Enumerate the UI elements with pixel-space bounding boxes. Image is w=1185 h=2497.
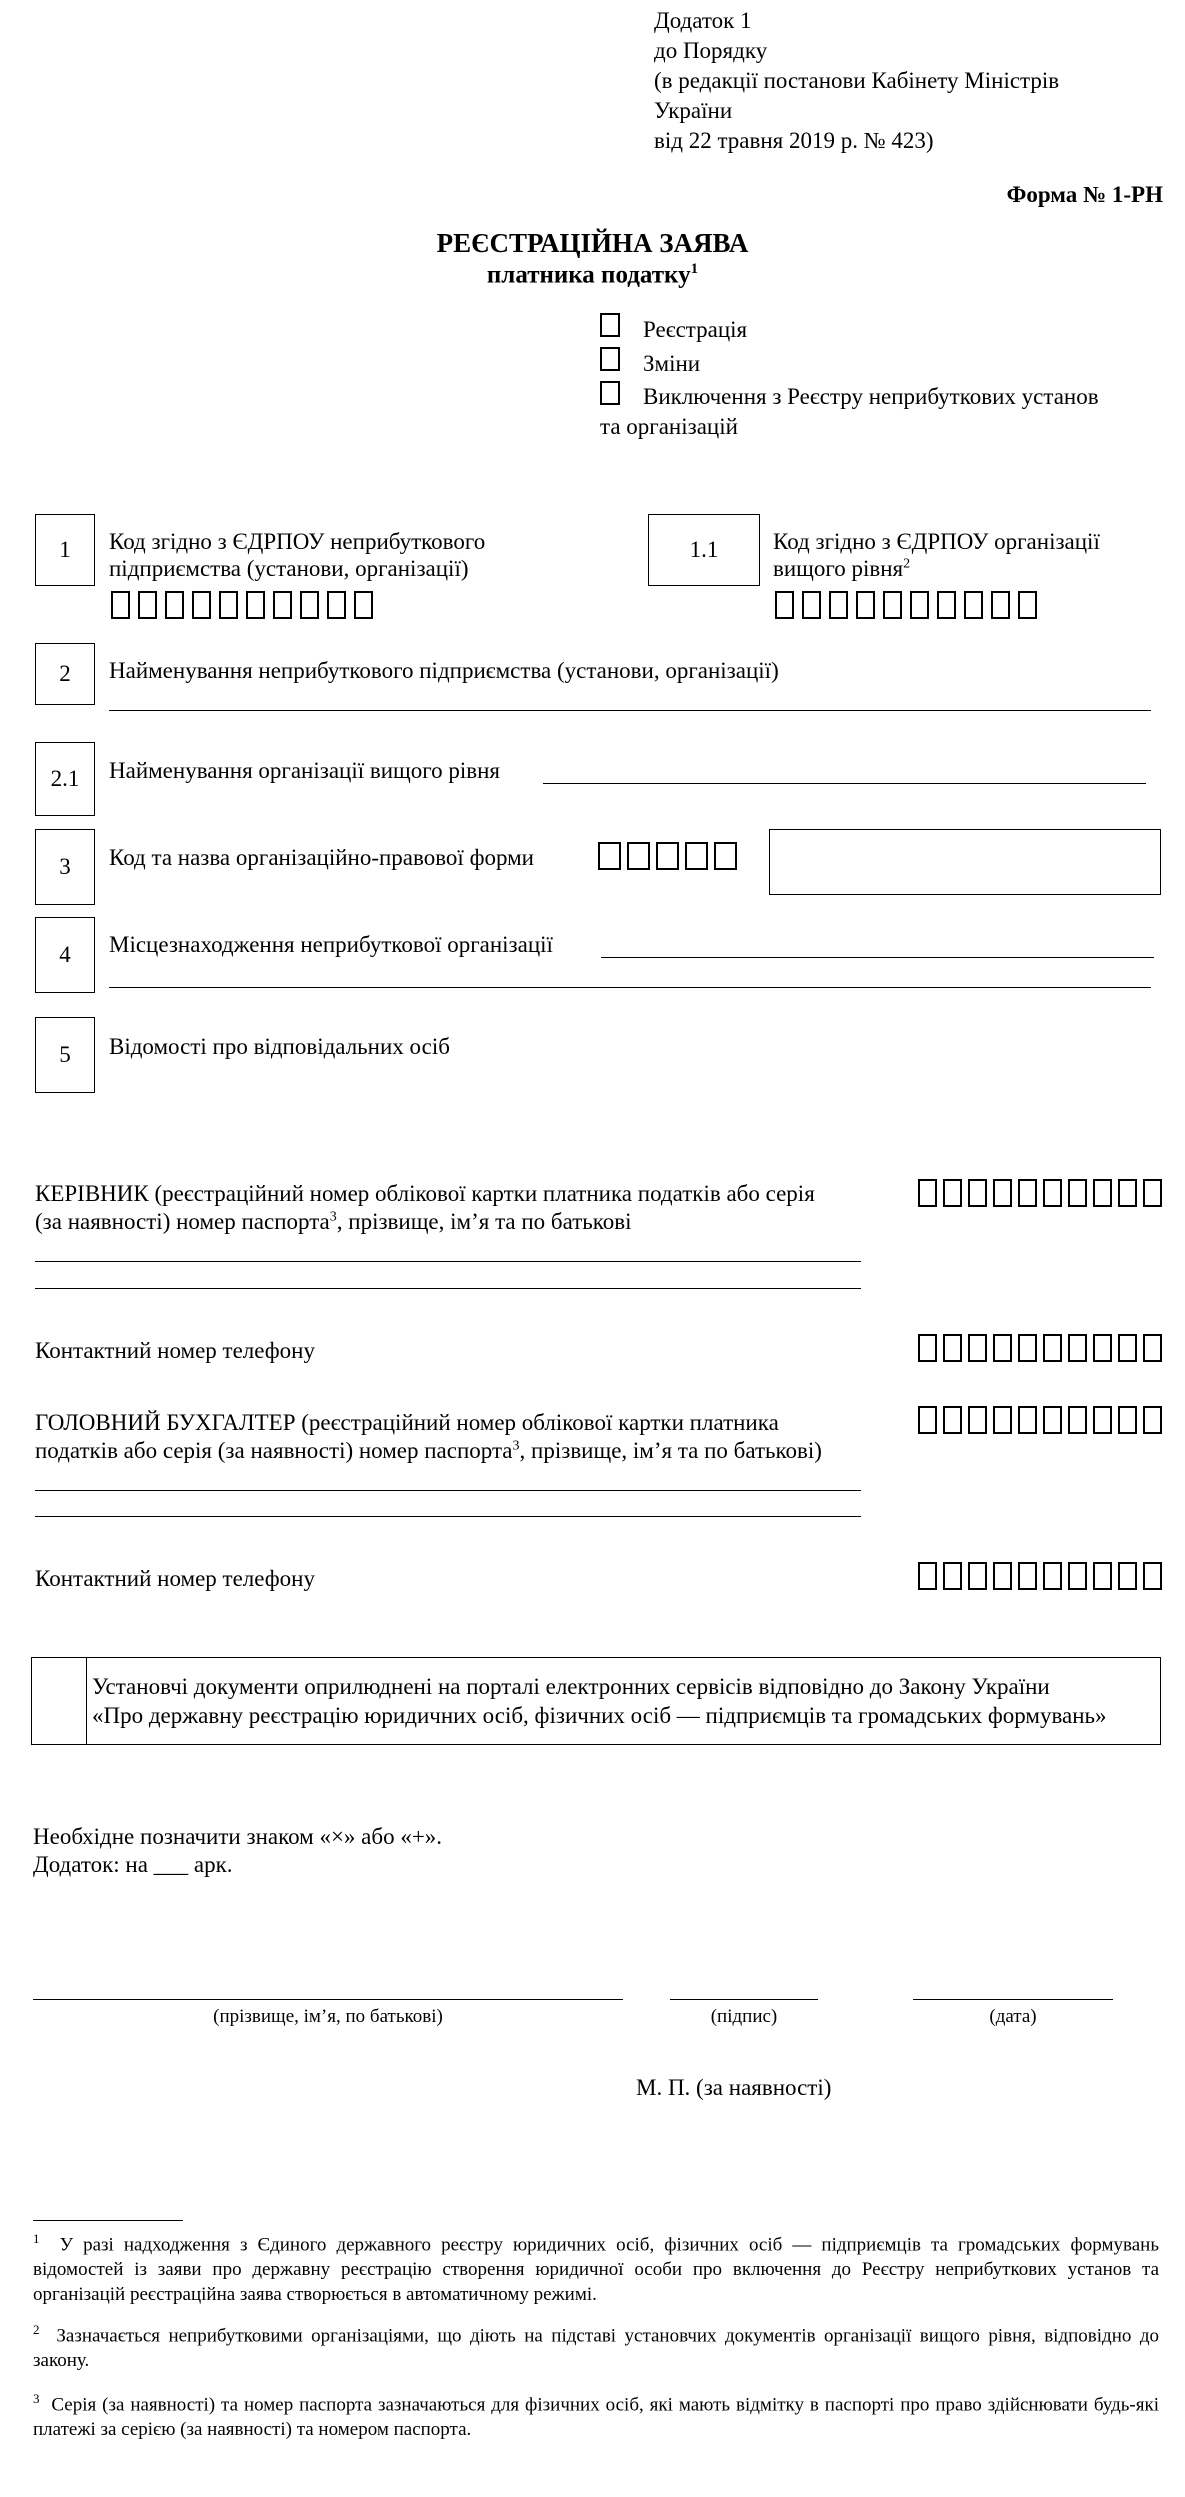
form-number: Форма № 1-РН [1006,182,1163,207]
accountant-label: ГОЛОВНИЙ БУХГАЛТЕР (реєстраційний номер облікової картки платника [35,1410,779,1435]
header-line: України [654,98,733,123]
footnote-1: $^1$ У разі надходження з Єдиного державного реєстру юридичних осіб, фізичних осіб — підприємців та громадських формувань відомостей із заяви про державну реєстрацію створення юридичної особи про включення до Реєстру неприбуткових установ та організацій реєстраційна заява створюється в автоматичному режимі. [33,2231,1160,2306]
registration-checkbox[interactable] [600,313,620,337]
manager-phone-label: Контактний номер телефону [35,1338,315,1363]
field-2-1-number: 2.1 [35,742,95,816]
field-1-1-label: Код згідно з ЄДРПОУ організації [773,529,1100,554]
location-line-2[interactable] [109,987,1151,988]
date-line[interactable] [913,1999,1113,2000]
legal-form-code-cells[interactable] [598,842,743,870]
order-annex-header [654,6,1174,156]
field-2-number: 2 [35,643,95,705]
manager-label-cont: (за наявності) номер паспорта$^3$, прізвище, ім’я та по батькові [35,1209,632,1234]
manager-id-cells[interactable] [918,1179,1168,1207]
header-line: (в редакції постанови Кабінету Міністрів [654,68,1060,93]
accountant-phone-cells[interactable] [918,1562,1168,1590]
header-line: до Порядку [654,38,768,63]
field-2-1-label: Найменування організації вищого рівня [109,758,501,783]
manager-name-line-1[interactable] [35,1261,861,1262]
documents-text-cont: «Про державну реєстрацію юридичних осіб, фізичних осіб — підприємців та громадських формувань» [92,1703,1107,1728]
footnote-2: $^2$ Зазначається неприбутковими організаціями, що діють на підставі установчих документів організації вищого рівня, відповідно до закону. [33,2322,1159,2372]
field-4-label: Місцезнаходження неприбуткової організації [109,932,553,957]
header-line: від 22 травня 2019 р. № 423) [654,128,934,153]
manager-phone-cells[interactable] [918,1334,1168,1362]
attachment-note: Додаток: на ___ арк. [33,1852,233,1877]
accountant-phone-label: Контактний номер телефону [35,1566,315,1591]
documents-mark-cell[interactable] [33,1659,85,1743]
accountant-label-cont: податків або серія (за наявності) номер паспорта$^3$, прізвище, ім’я та по батькові) [35,1438,822,1463]
higher-org-name-line[interactable] [543,783,1146,784]
mark-instruction: Необхідне позначити знаком «×» або «+». [33,1824,443,1849]
manager-label: КЕРІВНИК (реєстраційний номер облікової картки платника податків або серія [35,1181,815,1206]
registration-label: Реєстрація [643,317,748,342]
form-subtitle: платника податку$^1$ [486,261,699,289]
seal-label: М. П. (за наявності) [636,2075,832,2100]
header-line: Додаток 1 [654,8,752,33]
edrpou-code-cells[interactable] [111,591,381,619]
field-5-label: Відомості про відповідальних осіб [109,1034,450,1059]
exclusion-label: Виключення з Реєстру неприбуткових установ [643,384,1099,409]
documents-text: Установчі документи оприлюднені на порталі електронних сервісів відповідно до Закону України [92,1674,1050,1699]
name-caption: (прізвище, ім’я, по батькові) [213,2006,443,2027]
accountant-name-line-2[interactable] [35,1516,861,1517]
location-line-1[interactable] [601,957,1154,958]
changes-label: Зміни [643,351,701,376]
field-4-number: 4 [35,917,95,993]
field-1-1-label-cont: вищого рівня$^2$ [773,556,911,581]
accountant-name-line-1[interactable] [35,1490,861,1491]
form-title: РЕЄСТРАЦІЙНА ЗАЯВА [436,228,749,258]
date-caption: (дата) [989,2006,1037,2027]
field-1-number: 1 [35,514,95,586]
higher-org-edrpou-cells[interactable] [775,591,1045,619]
field-1-label: Код згідно з ЄДРПОУ неприбуткового [109,529,486,554]
exclusion-checkbox[interactable] [600,381,620,405]
legal-form-name-box[interactable] [769,829,1161,895]
field-1-label-cont: підприємства (установи, організації) [109,556,469,581]
changes-checkbox[interactable] [600,347,620,371]
org-name-line[interactable] [109,710,1151,711]
name-signature-line[interactable] [33,1999,623,2000]
footnote-3: $^3$ Серія (за наявності) та номер паспорта зазначаються для фізичних осіб, які мають відмітку в паспорті про право здійснювати будь-які платежі за серією (за наявності) та номером паспорта. [33,2391,1159,2441]
field-3-label: Код та назва організаційно-правової форми [109,845,534,870]
sign-caption: (підпис) [710,2006,778,2027]
field-5-number: 5 [35,1017,95,1093]
sign-line[interactable] [670,1999,818,2000]
field-2-label: Найменування неприбуткового підприємства (установи, організації) [109,658,779,683]
manager-name-line-2[interactable] [35,1288,861,1289]
footnote-separator [33,2220,183,2221]
exclusion-label-cont: та організацій [600,414,738,439]
field-1-1-number: 1.1 [648,514,760,586]
field-3-number: 3 [35,829,95,905]
documents-divider [86,1657,87,1745]
accountant-id-cells[interactable] [918,1406,1168,1434]
